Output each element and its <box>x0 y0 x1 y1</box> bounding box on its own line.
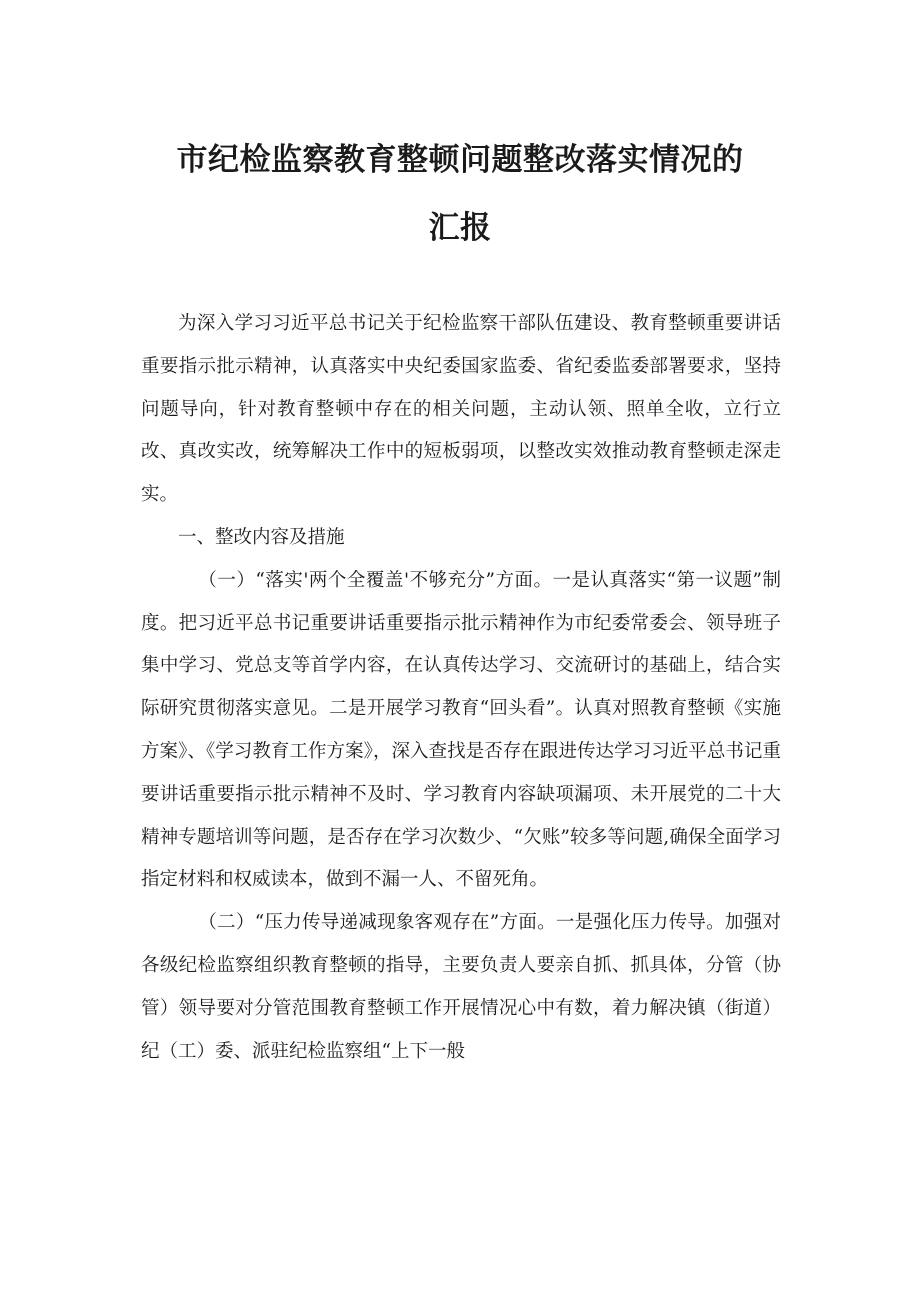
paragraph-item-2: （二）“压力传导递减现象客观存在”方面。一是强化压力传导。加强对各级纪检监察组织教育整顿的指导，主要负责人要亲自抓、抓具体，分管（协管）领导要对分管范围教育整顿工作开展情况心中有数，着力解决镇（街道）纪（工）委、派驻纪检监察组“上下一般 <box>141 912 781 1062</box>
paragraph-item-1: （一）“落实'两个全覆盖'不够充分”方面。一是认真落实“第一议题”制度。把习近平总书记重要讲话重要指示批示精神作为市纪委常委会、领导班子集中学习、党总支等首学内容，在认真传达学习、交流研讨的基础上，结合实际研究贯彻落实意见。二是开展学习教育“回头看”。认真对照教育整顿《实施方案》、《学习教育工作方案》，深入查找是否存在跟进传达学习习近平总书记重要讲话重要指示批示精神不及时、学习教育内容缺项漏项、未开展党的二十大精神专题培训等问题，是否存在学习次数少、“欠账”较多等问题,确保全面学习指定材料和权威读本，做到不漏一人、不留死角。 <box>141 569 781 891</box>
section-heading-1: 一、整改内容及措施 <box>178 526 345 548</box>
paragraph-intro: 为深入学习习近平总书记关于纪检监察干部队伍建设、教育整顿重要讲话重要指示批示精神，认真落实中央纪委国家监委、省纪委监委部署要求，坚持问题导向，针对教育整顿中存在的相关问题，主动认领、照单全收，立行立改、真改实改，统筹解决工作中的短板弱项，以整改实效推动教育整顿走深走实。 <box>141 313 781 506</box>
document-title-line-2: 汇报 <box>428 210 492 246</box>
document-body <box>141 303 781 1073</box>
document-title-line-1: 市纪检监察教育整顿问题整改落实情况的 <box>176 142 744 178</box>
